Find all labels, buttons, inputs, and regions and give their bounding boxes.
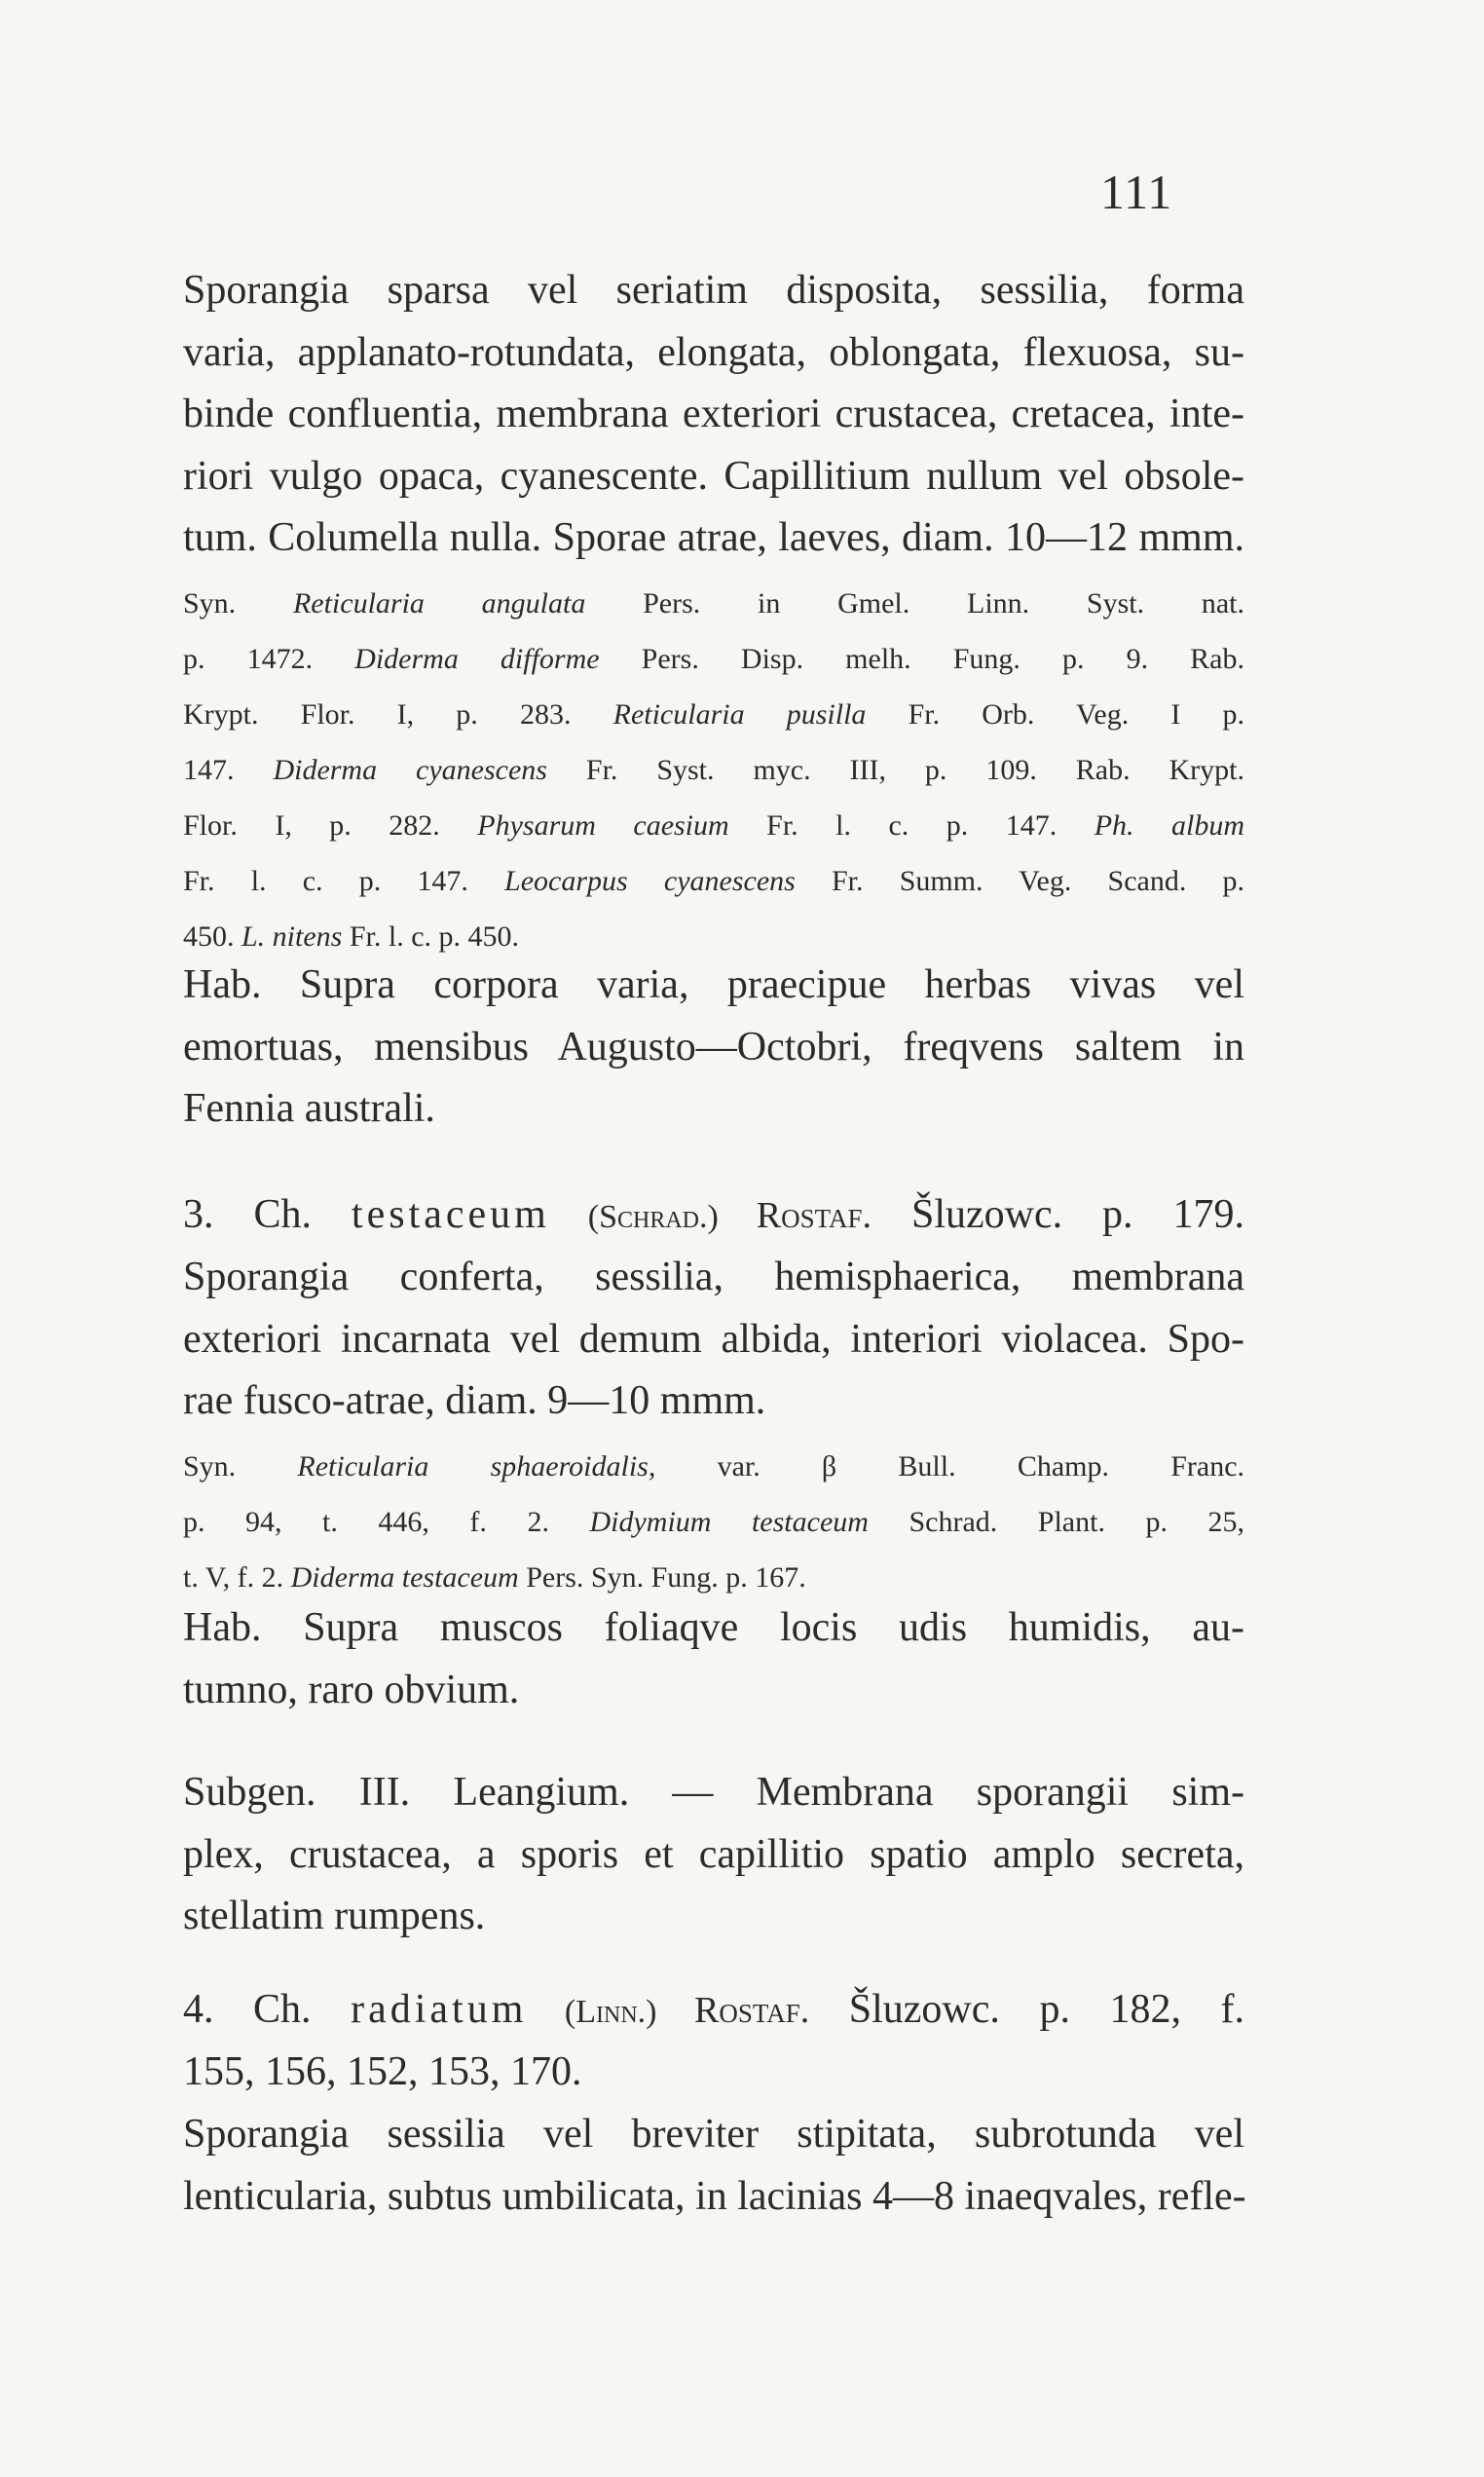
text-line: Sporangia conferta, sessilia, hemisphaerica, membrana	[183, 1255, 1244, 1299]
synonym-line: p. 94, t. 446, f. 2. Didymium testaceum Schrad. Plant. p. 25,	[183, 1506, 1245, 1538]
text-line: plex, crustacea, a sporis et capillitio spatio amplo secreta,	[183, 1831, 1244, 1877]
text-line: Subgen. III. Leangium. — Membrana sporangii sim-	[183, 1770, 1244, 1815]
text-line: Hab. Supra corpora varia, praecipue herbas vivas vel	[183, 962, 1244, 1007]
description-paragraph-4	[183, 2104, 1244, 2228]
text-line: binde confluentia, membrana exteriori crustacea, cretacea, inte-	[183, 392, 1244, 436]
description-paragraph-3	[183, 1247, 1244, 1433]
species-heading-4	[183, 1979, 1244, 2103]
description-paragraph-1	[183, 260, 1244, 570]
synonym-line: 147. Diderma cyanescens Fr. Syst. myc. III, p. 109. Rab. Krypt.	[183, 754, 1245, 786]
species-heading-3	[183, 1184, 1244, 1247]
synonyms-block-1	[183, 576, 1244, 964]
text-line: riori vulgo opaca, cyanescente. Capillitium nullum vel obsole-	[183, 453, 1244, 499]
synonyms-block-3	[183, 1439, 1244, 1605]
text-line: stellatim rumpens.	[183, 1894, 486, 1938]
text-line: rae fusco-atrae, diam. 9—10 mmm.	[183, 1378, 766, 1423]
text-line: 155, 156, 152, 153, 170.	[183, 2048, 582, 2094]
species-title: 3. Ch. testaceum (Schrad.) Rostaf. Šluzowc. p. 179.	[183, 1192, 1244, 1237]
habitat-paragraph-3	[183, 1597, 1244, 1721]
synonym-line: p. 1472. Diderma difforme Pers. Disp. melh. Fung. p. 9. Rab.	[183, 643, 1244, 675]
text-line: exteriori incarnata vel demum albida, interiori violacea. Spo-	[183, 1316, 1244, 1362]
synonym-line: Flor. I, p. 282. Physarum caesium Fr. l. c. p. 147. Ph. album	[183, 809, 1245, 842]
synonym-line: Syn. Reticularia angulata Pers. in Gmel. Linn. Syst. nat.	[183, 587, 1245, 619]
synonym-line: t. V, f. 2. Diderma testaceum Pers. Syn. Fung. p. 167.	[183, 1561, 806, 1594]
synonym-line: Syn. Reticularia sphaeroidalis, var. β Bull. Champ. Franc.	[183, 1450, 1245, 1482]
text-line: Sporangia sparsa vel seriatim disposita, sessilia, forma	[183, 268, 1244, 313]
subgenus-paragraph	[183, 1762, 1244, 1948]
synonym-line: Krypt. Flor. I, p. 283. Reticularia pusilla Fr. Orb. Veg. I p.	[183, 698, 1244, 731]
text-line: tumno, raro obvium.	[183, 1667, 520, 1712]
text-line: varia, applanato-rotundata, elongata, oblongata, flexuosa, su-	[183, 329, 1244, 375]
habitat-paragraph-1	[183, 955, 1244, 1141]
text-line: Sporangia sessilia vel breviter stipitata, subrotunda vel	[183, 2112, 1244, 2157]
text-line: tum. Columella nulla. Sporae atrae, laeves, diam. 10—12 mmm.	[183, 515, 1244, 560]
text-line: Fennia australi.	[183, 1086, 435, 1131]
synonym-line: 450. L. nitens Fr. l. c. p. 450.	[183, 920, 520, 953]
text-line: lenticularia, subtus umbilicata, in lacinias 4—8 inaeqvales, refle-	[183, 2173, 1246, 2219]
page-number: 111	[1100, 165, 1173, 219]
text-line: Hab. Supra muscos foliaqve locis udis humidis, au-	[183, 1605, 1244, 1650]
species-title: 4. Ch. radiatum (Linn.) Rostaf. Šluzowc. p. 182, f.	[183, 1987, 1244, 2032]
text-line: emortuas, mensibus Augusto—Octobri, freqvens saltem in	[183, 1024, 1244, 1070]
synonym-line: Fr. l. c. p. 147. Leocarpus cyanescens Fr. Summ. Veg. Scand. p.	[183, 865, 1245, 897]
